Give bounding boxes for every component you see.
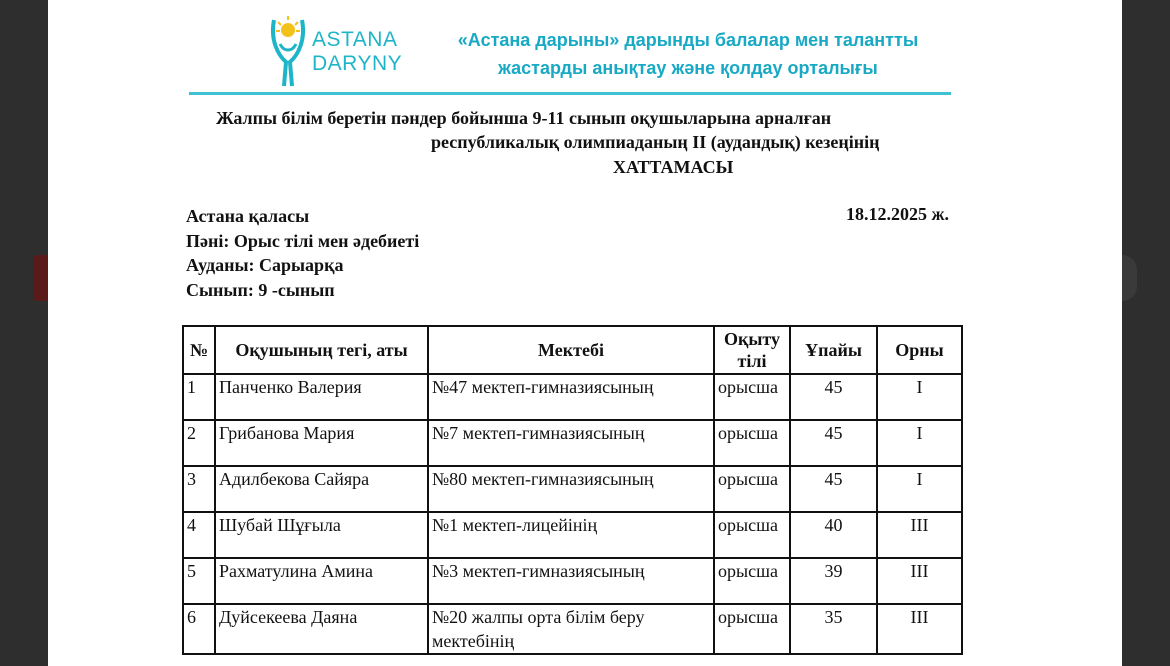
organization-name	[438, 26, 938, 82]
col-header-school: Мектебі	[428, 326, 714, 374]
cell-name: Рахматулина Амина	[215, 558, 428, 604]
table-header-row	[183, 326, 962, 374]
cell-language: орысша	[714, 604, 790, 654]
col-header-language-line-2: тілі	[737, 351, 767, 371]
col-header-language-line-1: Оқыту	[723, 329, 781, 349]
cell-score: 45	[790, 374, 877, 420]
city-label: Астана қаласы	[186, 206, 310, 226]
cell-language: орысша	[714, 466, 790, 512]
table-row	[183, 420, 962, 466]
cell-score: 39	[790, 558, 877, 604]
document-title-line-1: Жалпы білім беретін пәндер бойынша 9-11 сынып оқушыларына арналған	[216, 108, 832, 128]
document-title-line-3: ХАТТАМАСЫ	[613, 157, 734, 177]
table-row	[183, 558, 962, 604]
cell-place: ІІІ	[877, 558, 962, 604]
prev-page-button[interactable]	[33, 255, 48, 301]
cell-language: орысша	[714, 558, 790, 604]
cell-score: 45	[790, 420, 877, 466]
cell-language: орысша	[714, 374, 790, 420]
logo-line-2: DARYNY	[312, 52, 403, 75]
cell-num: 2	[183, 420, 215, 466]
table-row	[183, 466, 962, 512]
cell-place: І	[877, 420, 962, 466]
logo-line-1: ASTANA	[312, 28, 398, 51]
cell-place: ІІІ	[877, 512, 962, 558]
cell-score: 45	[790, 466, 877, 512]
cell-num: 3	[183, 466, 215, 512]
cell-language: орысша	[714, 512, 790, 558]
col-header-name: Оқушының тегі, аты	[215, 326, 428, 374]
subject-label: Пәні: Орыс тілі мен әдебиеті	[186, 231, 420, 251]
cell-num: 1	[183, 374, 215, 420]
cell-school: №3 мектеп-гимназиясының	[428, 558, 714, 604]
cell-name: Дуйсекеева Даяна	[215, 604, 428, 654]
org-line-2: жастарды анықтау және қолдау орталығы	[498, 58, 878, 78]
cell-school: №7 мектеп-гимназиясының	[428, 420, 714, 466]
cell-num: 5	[183, 558, 215, 604]
astana-daryny-logo	[268, 0, 403, 90]
viewer-left-margin	[0, 0, 48, 666]
document-page	[48, 0, 1122, 666]
viewer-right-margin	[1122, 0, 1170, 666]
cell-school: №47 мектеп-гимназиясының	[428, 374, 714, 420]
table-row	[183, 512, 962, 558]
cell-school: №20 жалпы орта білім беру мектебінің	[428, 604, 714, 654]
grade-label: Сынып: 9 -сынып	[186, 280, 335, 300]
date-label: 18.12.2025 ж.	[846, 204, 950, 224]
logo-figure-icon	[268, 0, 318, 90]
cell-place: І	[877, 374, 962, 420]
col-header-num: №	[183, 326, 215, 374]
cell-language: орысша	[714, 420, 790, 466]
cell-name: Грибанова Мария	[215, 420, 428, 466]
next-page-button[interactable]	[1122, 255, 1137, 301]
cell-num: 4	[183, 512, 215, 558]
col-header-language	[714, 326, 790, 374]
table-row	[183, 604, 962, 654]
cell-name: Адилбекова Сайяра	[215, 466, 428, 512]
cell-place: ІІІ	[877, 604, 962, 654]
cell-school: №80 мектеп-гимназиясының	[428, 466, 714, 512]
document-title-line-2: республикалық олимпиаданың ІІ (аудандық) кезеңінің	[431, 132, 880, 152]
cell-place: І	[877, 466, 962, 512]
col-header-score: Ұпайы	[790, 326, 877, 374]
org-line-1: «Астана дарыны» дарынды балалар мен талантты	[457, 30, 919, 50]
cell-name: Шубай Шұғыла	[215, 512, 428, 558]
cell-name: Панченко Валерия	[215, 374, 428, 420]
logo-wordmark	[312, 28, 402, 76]
district-label: Ауданы: Сарыарқа	[186, 255, 344, 275]
cell-score: 40	[790, 512, 877, 558]
cell-num: 6	[183, 604, 215, 654]
cell-score: 35	[790, 604, 877, 654]
header-divider	[189, 92, 951, 95]
results-table	[182, 325, 963, 655]
col-header-place: Орны	[877, 326, 962, 374]
table-row	[183, 374, 962, 420]
cell-school: №1 мектеп-лицейінің	[428, 512, 714, 558]
